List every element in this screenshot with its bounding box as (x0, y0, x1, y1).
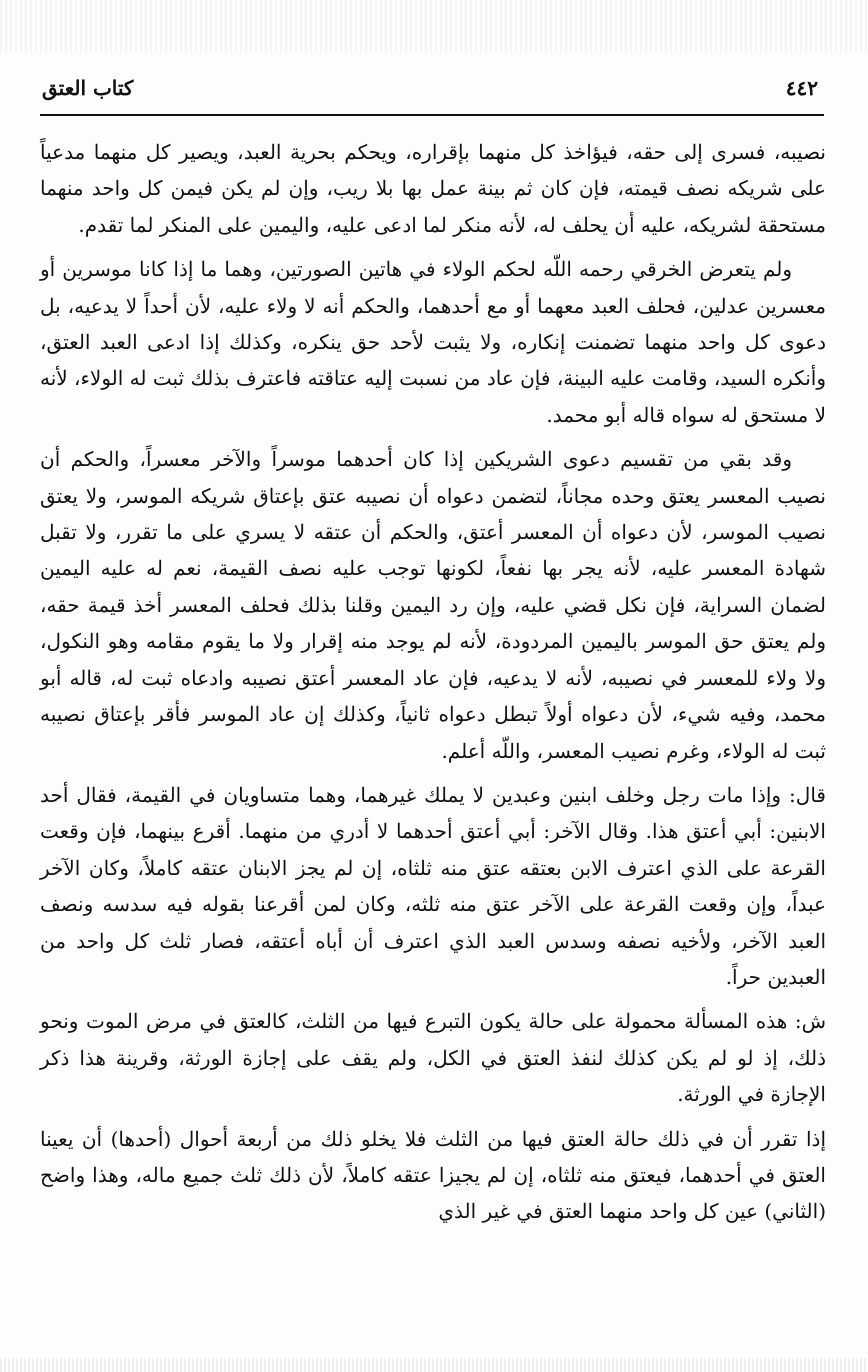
page-number: ٤٤٢ (785, 76, 818, 100)
scan-noise-top (0, 0, 868, 52)
paragraph: قال: وإذا مات رجل وخلف ابنين وعبدين لا يملك غيرهما، وهما متساويان في القيمة، فقال أحد الابنين: أبي أعتق هذا. وقال الآخر: أبي أعتق أحدهما لا أدري من منهما. أقرع بينهما، فإن وقعت القرعة على الذي اعترف الابن بعتقه عتق منه ثلثاه، إن لم يجز الابنان عتقه كاملاً، وكان الآخر عبداً، وإن وقعت القرعة على الآخر عتق منه ثلثه، وكان لمن أقرعنا بقوله فيه سدسه ونصف العبد الآخر، ولأخيه نصفه وسدس العبد الذي اعترف أن أباه أعتقه، فصار ثلث كل واحد من العبدين حراً. (40, 782, 827, 989)
paragraph: ولم يتعرض الخرقي رحمه اللّه لحكم الولاء في هاتين الصورتين، وهما ما إذا كانا موسرين أو معسرين عدلين، فحلف العبد معهما أو مع أحدهما، والحكم أنه لا ولاء عليه، لأن أحداً لا يدعيه، بل دعوى كل واحد منهما تضمنت إنكاره، ولا يثبت لأحد حق ينكره، وكذلك إذا ادعى العبد العتق، وأنكره السيد، وقامت عليه البينة، فإن عاد من نسبت إليه عتاقته فاعترف بذلك ثبت له الولاء، لأنه لا مستحق له سواه قاله أبو محمد. (40, 257, 826, 427)
page-body (40, 134, 826, 1238)
paragraph: وقد بقي من تقسيم دعوى الشريكين إذا كان أحدهما موسراً والآخر معسراً، والحكم أن نصيب المعسر يعتق وحده مجاناً، لتضمن دعواه أن نصيبه عتق بإعتاق شريكه الموسر، ولا يعتق نصيب الموسر، لأن دعواه أن المعسر أعتق، والحكم أن عتقه لا يسري على ما تقرر، ولا تقبل شهادة المعسر عليه، لأنه يجر بها نفعاً، لكونها توجب عليه نصف القيمة، نعم له عليه اليمين لضمان السراية، فإن نكل قضي عليه، وإن رد اليمين وقلنا بذلك فحلف المعسر أخذ قيمة حقه، ولم يعتق حق الموسر باليمين المردودة، لأنه لم يوجد منه إقرار ولا ما يقوم مقامه وهو النكول، ولا ولاء للمعسر في نصيبه، لأنه لا يدعيه، فإن عاد المعسر أعتق نصيبه وادعاه ثبت له، قاله أبو محمد، وفيه شيء، لأن دعواه أولاً تبطل دعواه ثانياً، وكذلك إن عاد الموسر فأقر بإعتاق نصيبه ثبت له الولاء، وغرم نصيب المعسر، واللّه أعلم. (40, 447, 826, 763)
paragraph: إذا تقرر أن في ذلك حالة العتق فيها من الثلث فلا يخلو ذلك من أربعة أحوال (أحدها) أن يعينا العتق في أحدهما، فيعتق منه ثلثاه، إن لم يجيزا عتقه كاملاً، لأن ذلك ثلث جميع ماله، وهذا واضح (الثاني) عين كل واحد منهما العتق في غير الذي (40, 1126, 826, 1224)
scan-noise-bottom (0, 1358, 868, 1372)
page-header (40, 76, 820, 116)
paragraph: ش: هذه المسألة محمولة على حالة يكون التبرع فيها من الثلث، كالعتق في مرض الموت ونحو ذلك، إذ لو لم يكن كذلك لنفذ العتق في الكل، ولم يقف على إجازة الورثة، وقرينة هذا ذكر الإجازة في الورثة. (40, 1009, 826, 1107)
header-rule (40, 114, 824, 116)
chapter-title: كتاب العتق (42, 76, 134, 100)
paragraph: نصيبه، فسرى إلى حقه، فيؤاخذ كل منهما بإقراره، ويحكم بحرية العبد، ويصير كل منهما مدعياً على شريكه نصف قيمته، فإن كان ثم بينة عمل بها بلا ريب، وإن لم يكن فيمن كل واحد منهما مستحقة لشريكه، عليه أن يحلف له، لأنه منكر لما ادعى عليه، واليمين على المنكر لما تقدم. (40, 140, 826, 237)
